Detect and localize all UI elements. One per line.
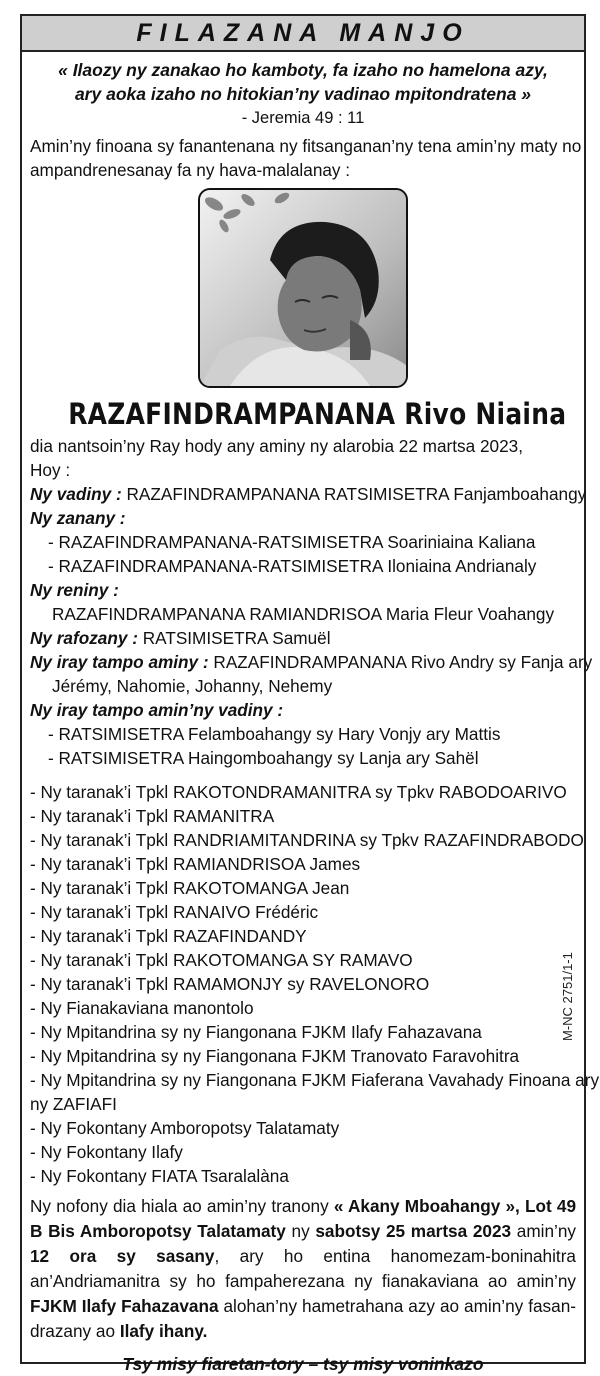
intro-line-1: Amin’ny finoana sy fanantenana ny fitsanganan’ny tena amin’ny maty no bbox=[30, 136, 582, 156]
portrait-illustration bbox=[200, 190, 406, 386]
child-1: - RAZAFINDRAMPANANA-RATSIMISETRA Soariniaina Kaliana bbox=[48, 532, 536, 552]
quote-line-2: ary aoka izaho no hitokian’ny vadinao mpitondratena » bbox=[74, 84, 532, 104]
quote-reference: - Jeremia 49 : 11 bbox=[241, 109, 365, 127]
notice-footer: Tsy misy fiaretan-tory – tsy misy voninkazo bbox=[122, 1354, 484, 1374]
spouse-row bbox=[30, 482, 587, 506]
list-item: - Ny taranak’i Tpkl RANAIVO Frédéric bbox=[30, 902, 319, 922]
list-item: - Ny taranak’i Tpkl RAKOTONDRAMANITRA sy Tpkv RABODOARIVO bbox=[30, 782, 567, 802]
mother-name: RAZAFINDRAMPANANA RAMIANDRISOA Maria Fleur Voahangy bbox=[52, 604, 555, 624]
children-label: Ny zanany : bbox=[30, 508, 126, 528]
reference-code-box bbox=[560, 941, 582, 1041]
list-item: - Ny Fianakaviana manontolo bbox=[30, 998, 254, 1018]
spouse-sibling-2: - RATSIMISETRA Haingomboahangy sy Lanja ary Sahël bbox=[48, 748, 479, 768]
closing-time: 12 ora sy sasany bbox=[30, 1246, 215, 1266]
intro-line-2: ampandrenesanay fa ny hava-malalanay : bbox=[30, 160, 351, 180]
siblings-row bbox=[30, 650, 593, 674]
siblings-names: RAZAFINDRAMPANANA Rivo Andry sy Fanja ary bbox=[213, 652, 593, 672]
portrait-photo bbox=[198, 188, 408, 388]
siblings-names-cont: Jérémy, Nahomie, Johanny, Nehemy bbox=[52, 676, 333, 696]
father-in-law-label: Ny rafozany : bbox=[30, 628, 138, 648]
closing-part: , ary ho entina hanomezam-boninahitra an’Andriamanitra sy ho fampaherezana ny fianakaviana ao amin’ny bbox=[30, 1246, 576, 1291]
list-item: - Ny taranak’i Tpkl RAMIANDRISOA James bbox=[30, 854, 361, 874]
list-item: - Ny Fokontany Ilafy bbox=[30, 1142, 183, 1162]
quote-line-1: « Ilaozy ny zanakao ho kamboty, fa izaho no hamelona azy, bbox=[58, 60, 548, 80]
closing-church: FJKM Ilafy Fahazavana bbox=[30, 1296, 219, 1316]
list-item: - Ny Mpitandrina sy ny Fiangonana FJKM Tranovato Faravohitra bbox=[30, 1046, 520, 1066]
list-item: - Ny taranak’i Tpkl RAMAMONJY sy RAVELONORO bbox=[30, 974, 430, 994]
death-line-2: Hoy : bbox=[30, 460, 71, 480]
spouse-siblings-label: Ny iray tampo amin’ny vadiny : bbox=[30, 700, 284, 720]
list-item: - Ny Mpitandrina sy ny Fiangonana FJKM Ilafy Fahazavana bbox=[30, 1022, 482, 1042]
closing-part: Ny nofony dia hiala ao amin’ny tranony bbox=[30, 1196, 334, 1216]
list-item: - Ny taranak’i Tpkl RAMANITRA bbox=[30, 806, 275, 826]
list-item: - Ny taranak’i Tpkl RAZAFINDANDY bbox=[30, 926, 307, 946]
list-item: ny ZAFIAFI bbox=[30, 1094, 117, 1114]
closing-part: ny bbox=[285, 1221, 316, 1241]
list-item: - Ny taranak’i Tpkl RAKOTOMANGA SY RAMAVO bbox=[30, 950, 413, 970]
funeral-details bbox=[30, 1194, 576, 1344]
closing-place: Ilafy ihany. bbox=[119, 1321, 208, 1341]
list-item: - Ny Fokontany Amboropotsy Talatamaty bbox=[30, 1118, 340, 1138]
spouse-label: Ny vadiny : bbox=[30, 484, 122, 504]
father-in-law-row bbox=[30, 626, 576, 650]
siblings-label: Ny iray tampo aminy : bbox=[30, 652, 209, 672]
closing-date: sabotsy 25 martsa 2023 bbox=[315, 1221, 512, 1241]
list-item: - Ny taranak’i Tpkl RAKOTOMANGA Jean bbox=[30, 878, 350, 898]
bible-quote bbox=[30, 58, 576, 106]
photo-container bbox=[30, 188, 576, 388]
notice-title: FILAZANA MANJO bbox=[22, 16, 584, 52]
spouse-sibling-1: - RATSIMISETRA Felamboahangy sy Hary Vonjy ary Mattis bbox=[48, 724, 501, 744]
child-2: - RAZAFINDRAMPANANA-RATSIMISETRA Iloniaina Andrianaly bbox=[48, 556, 537, 576]
reference-code: M-NC 2751/1-1 bbox=[560, 952, 575, 1041]
list-item: - Ny Fokontany FIATA Tsaralalàna bbox=[30, 1166, 289, 1186]
list-item: - Ny taranak’i Tpkl RANDRIAMITANDRINA sy Tpkv RAZAFINDRABODO bbox=[30, 830, 584, 850]
mother-label: Ny reniny : bbox=[30, 580, 119, 600]
list-item: - Ny Mpitandrina sy ny Fiangonana FJKM Fiaferana Vavahady Finoana ary bbox=[30, 1070, 600, 1090]
closing-part: amin’ny bbox=[511, 1221, 577, 1241]
father-in-law-name: RATSIMISETRA Samuël bbox=[142, 628, 331, 648]
notice-body bbox=[22, 52, 600, 1376]
spouse-name: RAZAFINDRAMPANANA RATSIMISETRA Fanjamboahangy bbox=[126, 484, 587, 504]
relatives-list bbox=[30, 780, 600, 1188]
closing-house: « Akany Mboahangy », Lot 49 B Bis Amboropotsy Talatamaty bbox=[30, 1196, 576, 1241]
intro-text bbox=[30, 134, 582, 182]
obituary-notice bbox=[20, 14, 600, 1374]
deceased-name: RAZAFINDRAMPANANA Rivo Niaina bbox=[68, 397, 567, 431]
death-line-1: dia nantsoin’ny Ray hody any aminy ny alarobia 22 martsa 2023, bbox=[30, 436, 523, 456]
closing-part: alohan’ny hametrahana azy ao amin’ny fasan-drazany ao bbox=[30, 1296, 576, 1341]
